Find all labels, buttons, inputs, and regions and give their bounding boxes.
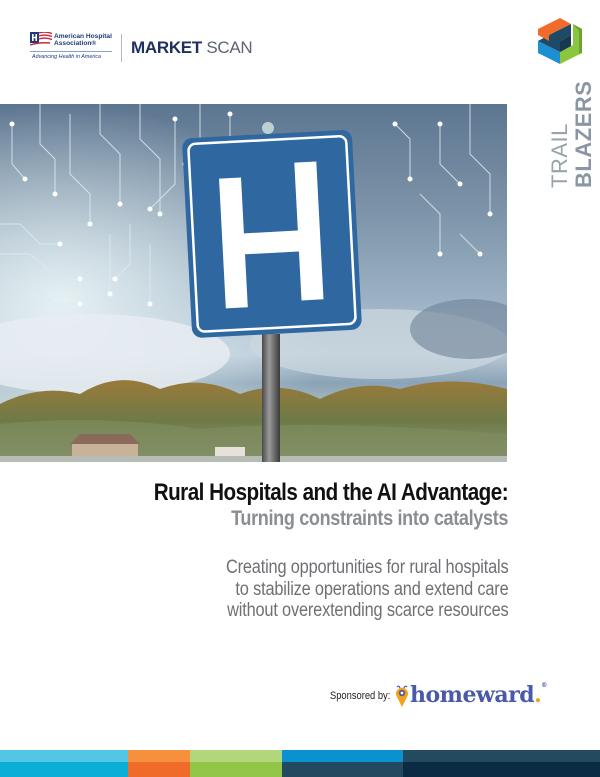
document-subtitle: Turning constraints into catalysts xyxy=(231,507,508,530)
trailblazers-wordmark xyxy=(535,70,596,190)
aha-tagline: Advancing Health in America xyxy=(32,54,102,60)
color-bar-segment xyxy=(128,750,190,777)
color-bar-segment xyxy=(190,750,282,777)
header-divider xyxy=(121,34,122,62)
aha-name: American Hospital Association® xyxy=(54,33,112,47)
description-line: Creating opportunities for rural hospitals xyxy=(225,557,508,578)
sponsor-label: Sponsored by: xyxy=(330,690,391,702)
description-line: to stabilize operations and extend care xyxy=(234,578,509,600)
homeward-wordmark: homeward.® xyxy=(410,682,547,708)
hospital-sign xyxy=(182,130,362,339)
trailblazers-blazers: BLAZERS xyxy=(571,80,596,188)
document-title: Rural Hospitals and the AI Advantage: xyxy=(153,479,508,506)
market-scan-logo: MARKET SCAN xyxy=(131,38,253,57)
homeward-logo-icon xyxy=(395,685,409,707)
trailblazers-trail: TRAIL xyxy=(547,123,572,188)
footer-color-bar xyxy=(0,750,600,777)
trailblazers-cube-icon xyxy=(535,15,585,65)
description-line: without overextending scarce resources xyxy=(226,600,508,621)
document-description xyxy=(225,557,508,622)
color-bar-segment xyxy=(403,750,600,777)
color-bar-segment xyxy=(0,750,128,777)
hero-illustration xyxy=(0,104,507,462)
hero-image xyxy=(0,104,507,462)
color-bar-segment xyxy=(282,750,403,777)
aha-divider xyxy=(30,51,112,52)
aha-flag-h-icon xyxy=(30,32,52,48)
aha-logo xyxy=(30,32,120,66)
